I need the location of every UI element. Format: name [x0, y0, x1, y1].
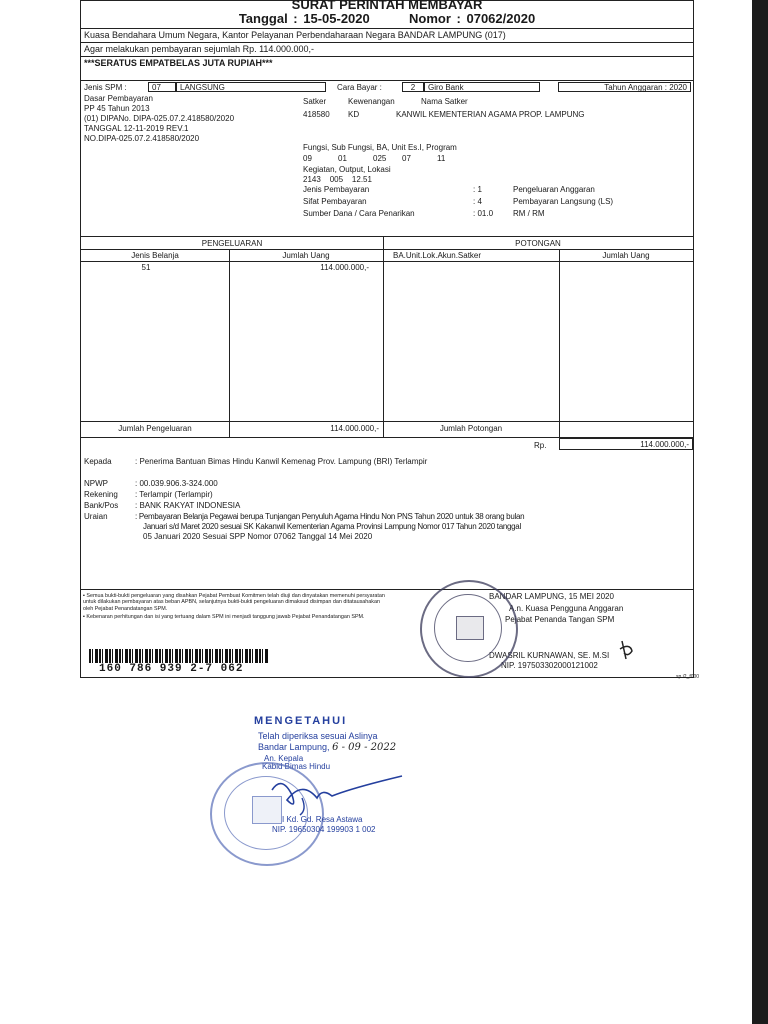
- barcode-number: 160 786 939 2-7 062: [99, 663, 244, 675]
- dasar-line: (01) DIPANo. DIPA-025.07.2.418580/2020: [84, 114, 235, 123]
- document-title: SURAT PERINTAH MEMBAYAR: [291, 0, 483, 12]
- mengetahui-nip: NIP. 19650304 199903 1 002: [272, 825, 376, 834]
- jenis-spm-value: LANGSUNG: [176, 82, 326, 92]
- detail-label: Bank/Pos: [84, 501, 119, 510]
- potongan-header: POTONGAN: [515, 239, 561, 248]
- total-pengeluaran-label: Jumlah Pengeluaran: [118, 424, 192, 433]
- instruction-line: Agar melakukan pembayaran sejumlah Rp. 114.000.000,-: [84, 44, 314, 54]
- signature-place-date: BANDAR LAMPUNG, 15 MEI 2020: [489, 592, 614, 601]
- row-jumlah-uang: 114.000.000,-: [320, 263, 369, 272]
- info-code: : 1: [473, 185, 482, 194]
- info-label: Sifat Pembayaran: [303, 197, 367, 206]
- jenis-spm-label: Jenis SPM :: [84, 83, 127, 92]
- kepada-label: Kepada: [84, 457, 112, 466]
- kegiatan-label: Kegiatan, Output, Lokasi: [303, 165, 391, 174]
- total-potongan-label: Jumlah Potongan: [439, 424, 503, 433]
- mengetahui-line2: Bandar Lampung, 6 - 09 - 2022: [258, 742, 397, 753]
- mengetahui-line4: Kabid Bimas Hindu: [262, 762, 331, 771]
- page-edge-shadow: [752, 0, 768, 1024]
- signature-mark: [616, 639, 638, 663]
- handwritten-date: 6 - 09 - 2022: [332, 742, 397, 753]
- fungsi-values: 09 01 025 07 11: [303, 154, 446, 163]
- document-number: Nomor : 07062/2020: [409, 11, 536, 26]
- authority-line: Kuasa Bendahara Umum Negara, Kantor Pelayanan Perbendaharaan Negara BANDAR LAMPUNG (017): [84, 30, 506, 40]
- col-jenis-belanja: Jenis Belanja: [131, 251, 179, 260]
- info-label: Sumber Dana / Cara Penarikan: [303, 209, 415, 218]
- detail-value: : 00.039.906.3-324.000: [135, 479, 218, 488]
- note-item: ▪ Kebenaran perhitungan dan isi yang tertuang dalam SPM ini menjadi tanggung jawab Pejabat Penandatangan SPM.: [83, 613, 365, 620]
- detail-value: : Terlampir (Terlampir): [135, 490, 213, 499]
- detail-value: : BANK RAKYAT INDONESIA: [135, 501, 241, 510]
- col-ba-unit: BA.Unit.Lok.Akun.Satker: [393, 251, 482, 260]
- uraian-continued: 05 Januari 2020 Sesuai SPP Nomor 07062 Tanggal 14 Mei 2020: [143, 532, 373, 541]
- mengetahui-name: I Kd. Gd. Resa Astawa: [282, 815, 363, 824]
- nama-satker-value: KANWIL KEMENTERIAN AGAMA PROP. LAMPUNG: [396, 110, 585, 119]
- document-date-number: [81, 11, 693, 26]
- detail-value: : Pembayaran Belanja Pegawai berupa Tunjangan Penyuluh Agama Hindu Non PNS Tahun 2020 untuk 38 orang bulan: [135, 512, 525, 521]
- mengetahui-line1: Telah diperiksa sesuai Aslinya: [258, 731, 378, 741]
- detail-label: NPWP: [84, 479, 108, 488]
- col-jumlah-uang: Jumlah Uang: [282, 251, 330, 260]
- fungsi-label: Fungsi, Sub Fungsi, BA, Unit Es.I, Program: [303, 143, 457, 152]
- row-jenis-belanja: 51: [141, 263, 151, 272]
- dasar-line: TANGGAL 12-11-2019 REV.1: [84, 124, 189, 133]
- signature-line1: A.n. Kuasa Pengguna Anggaran: [509, 604, 624, 613]
- rp-label: Rp.: [534, 441, 547, 450]
- dasar-line: NO.DIPA-025.07.2.418580/2020: [84, 134, 200, 143]
- detail-label: Uraian: [84, 512, 108, 521]
- signature-nip: NIP. 197503302000121002: [501, 661, 598, 670]
- signature-blue: [262, 770, 412, 820]
- col-jumlah-uang-potongan: Jumlah Uang: [602, 251, 650, 260]
- pengeluaran-header: PENGELUARAN: [201, 239, 263, 248]
- cara-bayar-label: Cara Bayar :: [337, 83, 382, 92]
- info-label: Jenis Pembayaran: [303, 185, 370, 194]
- kewenangan-value: KD: [348, 110, 360, 119]
- nama-satker-header: Nama Satker: [421, 97, 468, 106]
- form-code: sp.i2_f000: [676, 674, 700, 680]
- uraian-continued: Januari s/d Maret 2020 sesuai SK Kakanwil Kementerian Agama Provinsi Lampung Nomor 017 Tahun 2020 tanggal: [143, 522, 521, 531]
- barcode: [89, 649, 269, 663]
- info-desc: Pembayaran Langsung (LS): [513, 197, 614, 206]
- mengetahui-title: MENGETAHUI: [254, 715, 348, 727]
- dasar-line: PP 45 Tahun 2013: [84, 104, 150, 113]
- kepada-value: : Penerima Bantuan Bimas Hindu Kanwil Kemenag Prov. Lampung (BRI) Terlampir: [135, 457, 428, 466]
- cara-bayar-value: Giro Bank: [424, 82, 540, 92]
- mengetahui-line3: An. Kepala: [264, 754, 304, 763]
- total-pengeluaran-value: 114.000.000,-: [330, 424, 379, 433]
- detail-label: Rekening: [84, 490, 118, 499]
- info-code: : 01.0: [473, 209, 494, 218]
- amount-in-words: ***SERATUS EMPATBELAS JUTA RUPIAH***: [84, 58, 273, 68]
- info-desc: Pengeluaran Anggaran: [513, 185, 595, 194]
- note-item: ▪ Semua bukti-bukti pengeluaran yang disahkan Pejabat Pembuat Komitmen telah diuji dan dinyatakan memenuhi persyaratan untuk dilakukan pembayaran atas beban APBN, selanjutnya bukti-bukti pengeluaran dimaksud disimpan dan ditatausahakan oleh Pejabat Penandatangan SPM.: [83, 593, 385, 612]
- notes-block: [83, 593, 388, 620]
- rp-value: 114.000.000,-: [559, 438, 693, 450]
- stamp-seal: [420, 580, 518, 678]
- info-desc: RM / RM: [513, 209, 545, 218]
- kewenangan-header: Kewenangan: [348, 97, 395, 106]
- signature-name: DWASRIL KURNAWAN, SE. M.SI: [489, 651, 610, 660]
- signature-line2: Pejabat Penanda Tangan SPM: [505, 615, 615, 624]
- tahun-anggaran: Tahun Anggaran : 2020: [558, 82, 691, 92]
- document-date: Tanggal : 15-05-2020: [238, 11, 370, 26]
- spm-document: [80, 0, 694, 678]
- kegiatan-values: 2143 005 12.51: [303, 175, 372, 184]
- cara-bayar-code: 2: [402, 82, 424, 92]
- dasar-pembayaran-label: Dasar Pembayaran: [84, 94, 153, 103]
- info-code: : 4: [473, 197, 482, 206]
- satker-code: 418580: [303, 110, 330, 119]
- satker-header: Satker: [303, 97, 327, 106]
- jenis-spm-code: 07: [148, 82, 176, 92]
